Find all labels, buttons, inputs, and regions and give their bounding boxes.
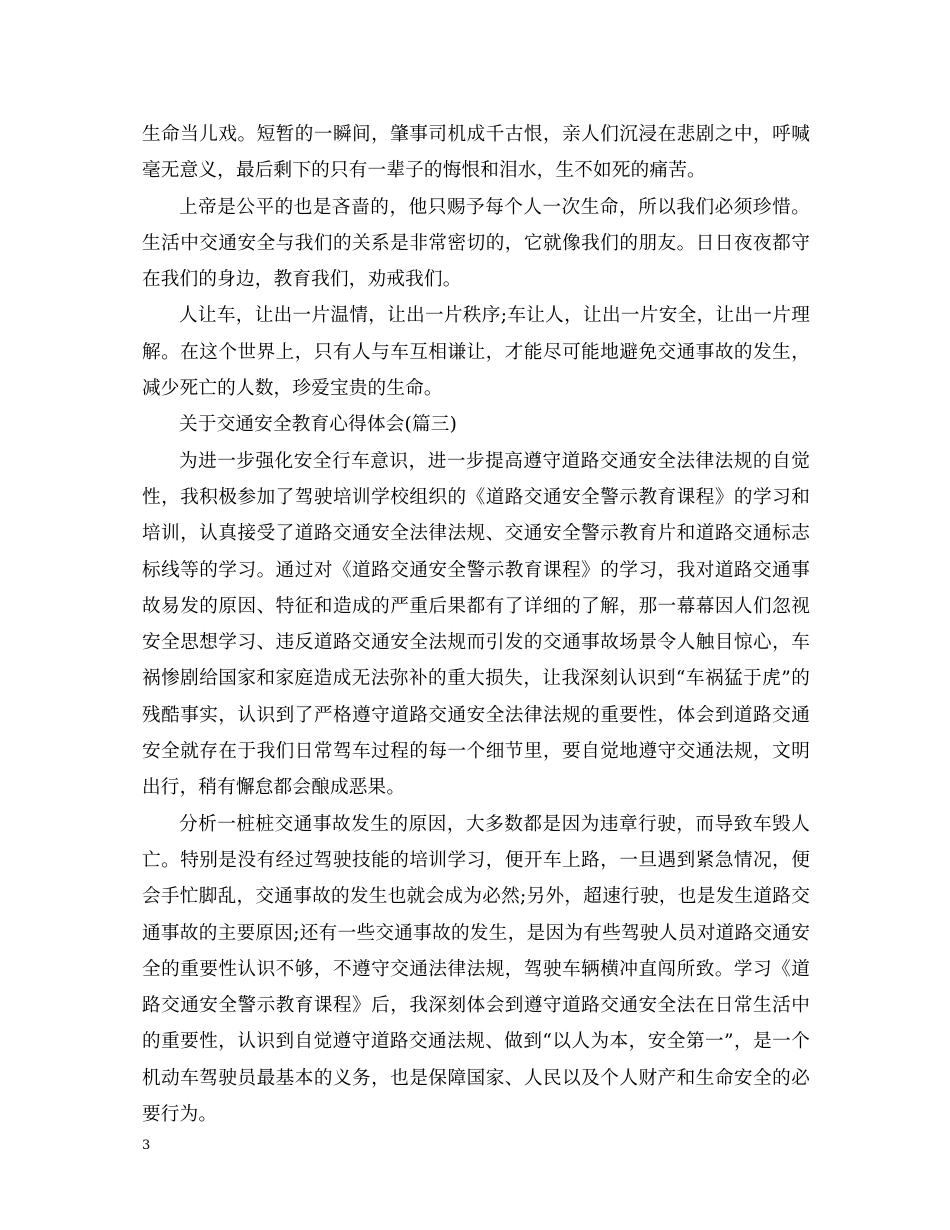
- document-body: [142, 117, 810, 1133]
- section-heading: 关于交通安全教育心得体会(篇三): [179, 414, 458, 436]
- paragraph-mutual-yield: 人让车，让出一片温情，让出一片秩序;车让人，让出一片安全，让出一片理解。在这个世界上，只有人与车互相谦让，才能尽可能地避免交通事故的发生，减少死亡的人数，珍爱宝贵的生命。: [142, 305, 810, 400]
- page-number: 3: [142, 1138, 151, 1153]
- paragraph-continued: 生命当儿戏。短暂的一瞬间，肇事司机成千古恨，亲人们沉浸在悲剧之中，呼喊毫无意义，最后剩下的只有一辈子的悔恨和泪水，生不如死的痛苦。: [142, 124, 810, 182]
- paragraph-cherish-life: 上帝是公平的也是吝啬的，他只赐予每个人一次生命，所以我们必须珍惜。生活中交通安全与我们的关系是非常密切的，它就像我们的朋友。日日夜夜都守在我们的身边，教育我们，劝戒我们。: [142, 196, 810, 291]
- paragraph-training: 为进一步强化安全行车意识，进一步提高遵守道路交通安全法律法规的自觉性，我积极参加了驾驶培训学校组织的《道路交通安全警示教育课程》的学习和培训，认真接受了道路交通安全法律法规、交通安全警示教育片和道路交通标志标线等的学习。通过对《道路交通安全警示教育课程》的学习，我对道路交通事故易发的原因、特征和造成的严重后果都有了详细的了解，那一幕幕因人们忽视安全思想学习、违反道路交通安全法规而引发的交通事故场景令人触目惊心，车祸惨剧给国家和家庭造成无法弥补的重大损失，让我深刻认识到“车祸猛于虎”的残酷事实，认识到了严格遵守道路交通安全法律法规的重要性，体会到道路交通安全就存在于我们日常驾车过程的每一个细节里，要自觉地遵守交通法规，文明出行，稍有懈怠都会酿成恶果。: [142, 450, 810, 799]
- paragraph-accident-causes: 分析一桩桩交通事故发生的原因，大多数都是因为违章行驶，而导致车毁人亡。特别是没有经过驾驶技能的培训学习，便开车上路，一旦遇到紧急情况，便会手忙脚乱，交通事故的发生也就会成为必然;另外，超速行驶，也是发生道路交通事故的主要原因;还有一些交通事故的发生，是因为有些驾驶人员对道路交通安全的重要性认识不够，不遵守交通法律法规，驾驶车辆横冲直闯所致。学习《道路交通安全警示教育课程》后，我深刻体会到遵守道路交通安全法在日常生活中的重要性，认识到自觉遵守道路交通法规、做到“以人为本，安全第一”，是一个机动车驾驶员最基本的义务，也是保障国家、人民以及个人财产和生命安全的必要行为。: [142, 813, 810, 1126]
